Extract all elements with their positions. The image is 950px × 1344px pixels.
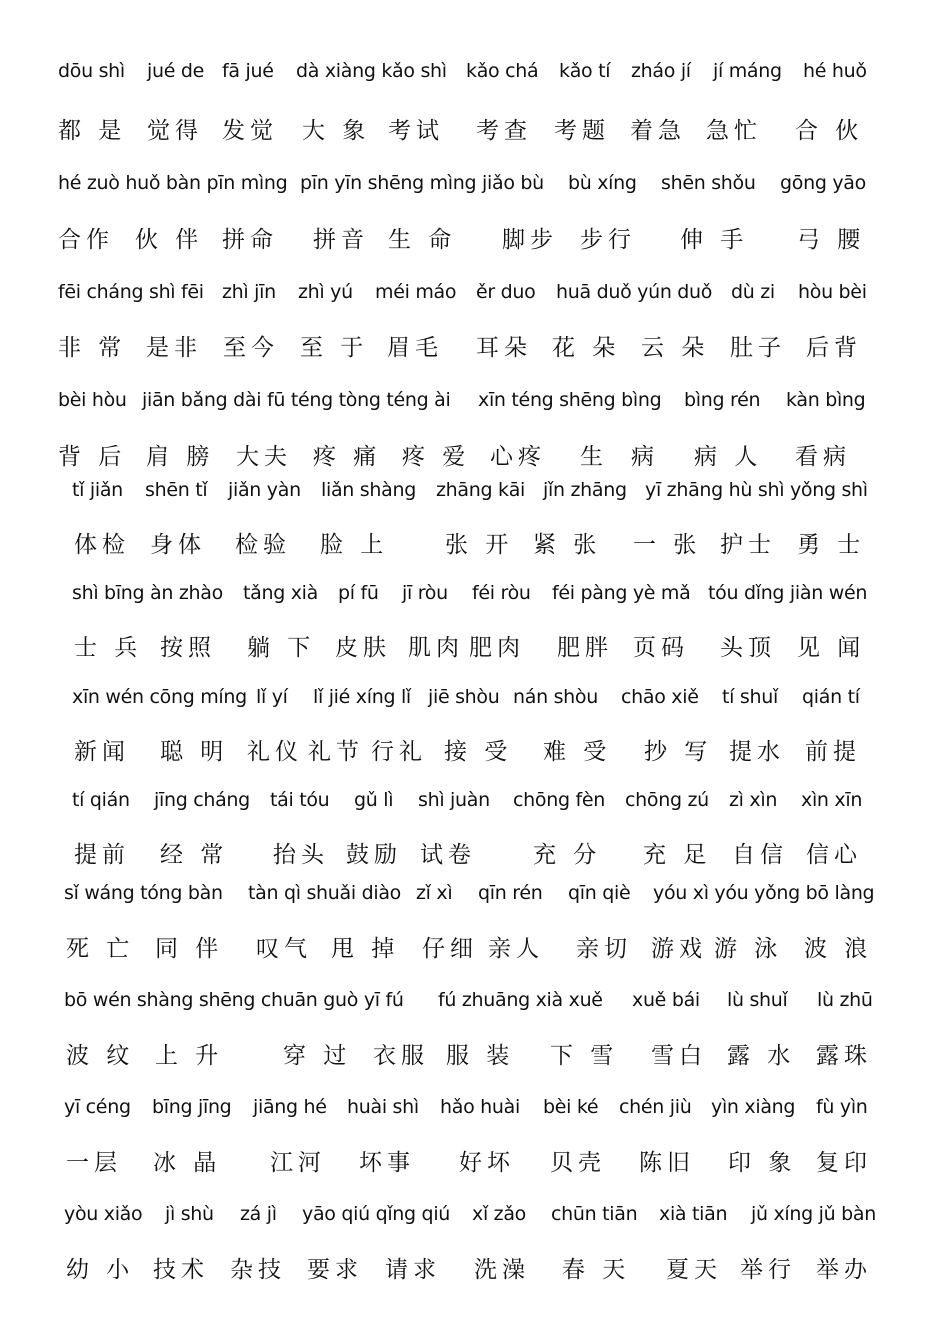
pinyin-word: bìng rén — [684, 389, 761, 411]
hanzi-word: 疼 爱 — [402, 444, 471, 470]
hanzi-word: 躺 下 — [247, 635, 316, 661]
hanzi-word: 坏事 — [359, 1150, 415, 1176]
hanzi-word: 游戏 — [651, 936, 707, 962]
hanzi-word: 觉得 — [147, 118, 203, 144]
hanzi-word: 抬头 — [273, 842, 329, 868]
pinyin-word: jī ròu — [402, 582, 448, 604]
pinyin-word: shēn shǒu — [661, 172, 756, 194]
hanzi-word: 勇 士 — [797, 532, 866, 558]
hanzi-word: 疼 痛 — [313, 444, 382, 470]
hanzi-word: 自信 — [732, 842, 788, 868]
hanzi-word: 复印 — [816, 1150, 872, 1176]
hanzi-word: 肌肉 — [408, 635, 464, 661]
pinyin-word: pí fū — [338, 582, 379, 604]
hanzi-word: 鼓励 — [346, 842, 402, 868]
pinyin-word: hòu bèi — [798, 281, 867, 303]
hanzi-word: 合作 — [58, 227, 114, 253]
pinyin-word: yī céng — [64, 1096, 131, 1118]
hanzi-word: 下 雪 — [550, 1043, 619, 1069]
hanzi-word: 生 — [580, 444, 608, 470]
hanzi-word: 云 朵 — [641, 335, 710, 361]
hanzi-word: 按照 — [160, 635, 216, 661]
hanzi-word: 皮肤 — [335, 635, 391, 661]
hanzi-word: 举办 — [816, 1257, 872, 1283]
hanzi-word: 夏天 — [666, 1257, 722, 1283]
pinyin-word: zá jì — [240, 1203, 277, 1225]
pinyin-word: bèi hòu — [58, 389, 127, 411]
pinyin-word: chōng fèn — [513, 789, 605, 811]
hanzi-word: 充 分 — [533, 842, 602, 868]
hanzi-word: 背 后 — [58, 444, 127, 470]
hanzi-word: 死 亡 — [66, 936, 135, 962]
pinyin-word: jiǎn yàn — [228, 479, 301, 501]
pinyin-word: chūn tiān — [551, 1203, 638, 1225]
hanzi-word: 露珠 — [816, 1043, 872, 1069]
pinyin-word: tǐ jiǎn — [72, 479, 123, 501]
pinyin-word: zhì yú — [298, 281, 353, 303]
hanzi-word: 波 浪 — [804, 936, 873, 962]
hanzi-word: 穿 过 — [283, 1043, 352, 1069]
hanzi-word: 肥胖 — [557, 635, 613, 661]
hanzi-word: 着急 — [630, 118, 686, 144]
hanzi-word: 都 是 — [58, 118, 127, 144]
pinyin-word: tóu dǐng jiàn wén — [708, 582, 868, 604]
pinyin-word: kǎo chá — [466, 60, 539, 82]
hanzi-word: 考查 — [476, 118, 532, 144]
pinyin-word: fēi cháng shì fēi — [58, 281, 204, 303]
pinyin-word: dà xiàng kǎo shì — [296, 60, 447, 82]
hanzi-word: 难 受 — [543, 739, 612, 765]
hanzi-word: 后背 — [806, 335, 862, 361]
pinyin-word: bèi ké — [543, 1096, 599, 1118]
hanzi-word: 亲人 — [488, 936, 544, 962]
hanzi-word: 抄 写 — [644, 739, 713, 765]
pinyin-word: bù xíng — [568, 172, 637, 194]
pinyin-word: zhāng kāi — [436, 479, 526, 501]
pinyin-word: jǔ xíng jǔ bàn — [751, 1203, 876, 1225]
hanzi-word: 士 兵 — [74, 635, 143, 661]
pinyin-word: jì shù — [165, 1203, 214, 1225]
hanzi-word: 至 于 — [300, 335, 369, 361]
pinyin-word: gōng yāo — [780, 172, 866, 194]
hanzi-word: 身体 — [150, 532, 206, 558]
hanzi-word: 要求 — [307, 1257, 363, 1283]
hanzi-word: 仔细 — [422, 936, 478, 962]
hanzi-word: 洗澡 — [474, 1257, 530, 1283]
pinyin-word: yìn xiàng — [711, 1096, 796, 1118]
hanzi-word: 聪 明 — [160, 739, 229, 765]
pinyin-word: nán shòu — [513, 686, 598, 708]
hanzi-word: 技术 — [153, 1257, 209, 1283]
hanzi-word: 肩 膀 — [146, 444, 215, 470]
hanzi-word: 护士 — [720, 532, 776, 558]
pinyin-word: ěr duo — [476, 281, 536, 303]
hanzi-word: 叹气 — [256, 936, 312, 962]
hanzi-word: 肚子 — [730, 335, 786, 361]
hanzi-word: 大 象 — [302, 118, 371, 144]
hanzi-word: 耳朵 — [476, 335, 532, 361]
pinyin-word: zì xìn — [729, 789, 778, 811]
hanzi-word: 请求 — [385, 1257, 441, 1283]
pinyin-word: lù zhū — [817, 989, 873, 1011]
pinyin-word: chōng zú — [625, 789, 709, 811]
hanzi-word: 看病 — [795, 444, 851, 470]
pinyin-word: tí shuǐ — [722, 686, 778, 708]
pinyin-word: gǔ lì — [354, 789, 394, 811]
hanzi-word: 江河 — [270, 1150, 326, 1176]
pinyin-word: xǐ zǎo — [472, 1203, 527, 1225]
hanzi-word: 礼节 — [308, 739, 364, 765]
pinyin-word: jué de — [147, 60, 204, 82]
hanzi-word: 体检 — [74, 532, 130, 558]
pinyin-word: shì juàn — [418, 789, 490, 811]
pinyin-word: liǎn shàng — [321, 479, 416, 501]
hanzi-word: 病 人 — [694, 444, 763, 470]
pinyin-word: qīn rén — [478, 882, 543, 904]
hanzi-word: 波 纹 — [66, 1043, 135, 1069]
hanzi-word: 脸 上 — [320, 532, 389, 558]
pinyin-word: jǐn zhāng — [543, 479, 627, 501]
pinyin-word: xīn wén cōng míng — [72, 686, 247, 708]
pinyin-word: kǎo tí — [559, 60, 611, 82]
hanzi-word: 服 装 — [446, 1043, 515, 1069]
hanzi-word: 礼仪 — [247, 739, 303, 765]
pinyin-word: bīng jīng — [152, 1096, 232, 1118]
hanzi-word: 生 命 — [388, 227, 457, 253]
hanzi-word: 伸 手 — [680, 227, 749, 253]
pinyin-word: fā jué — [222, 60, 274, 82]
hanzi-word: 病 — [631, 444, 659, 470]
pinyin-word: zhì jīn — [222, 281, 276, 303]
pinyin-word: féi pàng yè mǎ — [552, 582, 691, 604]
hanzi-word: 拼音 — [313, 227, 369, 253]
hanzi-word: 举行 — [740, 1257, 796, 1283]
hanzi-word: 紧 张 — [533, 532, 602, 558]
hanzi-word: 陈旧 — [639, 1150, 695, 1176]
pinyin-word: jiē shòu — [428, 686, 500, 708]
hanzi-word: 检验 — [235, 532, 291, 558]
hanzi-word: 亲切 — [576, 936, 632, 962]
pinyin-word: chén jiù — [619, 1096, 692, 1118]
hanzi-word: 考试 — [388, 118, 444, 144]
hanzi-word: 好坏 — [459, 1150, 515, 1176]
hanzi-word: 露 水 — [727, 1043, 796, 1069]
hanzi-word: 急忙 — [706, 118, 762, 144]
hanzi-word: 页码 — [633, 635, 689, 661]
pinyin-word: yóu xì yóu yǒng bō làng — [653, 882, 875, 904]
hanzi-word: 一 张 — [633, 532, 702, 558]
pinyin-word: tàn qì shuǎi diào — [248, 882, 402, 904]
pinyin-word: zǐ xì — [416, 882, 453, 904]
hanzi-word: 同 伴 — [155, 936, 224, 962]
hanzi-word: 幼 小 — [66, 1257, 135, 1283]
hanzi-word: 弓 腰 — [797, 227, 866, 253]
pinyin-word: féi ròu — [472, 582, 531, 604]
pinyin-word: xìn xīn — [801, 789, 863, 811]
pinyin-word: dōu shì — [58, 60, 125, 82]
pinyin-word: yāo qiú qǐng qiú — [302, 1203, 451, 1225]
pinyin-word: kàn bìng — [786, 389, 866, 411]
hanzi-word: 非 常 — [58, 335, 127, 361]
hanzi-word: 新闻 — [74, 739, 130, 765]
pinyin-word: qián tí — [802, 686, 860, 708]
hanzi-word: 上 升 — [155, 1043, 224, 1069]
hanzi-word: 拼命 — [222, 227, 278, 253]
hanzi-word: 春 天 — [562, 1257, 631, 1283]
pinyin-word: chāo xiě — [621, 686, 699, 708]
pinyin-word: tí qián — [72, 789, 130, 811]
pinyin-word: dù zi — [731, 281, 775, 303]
pinyin-word: yòu xiǎo — [64, 1203, 143, 1225]
hanzi-word: 提前 — [74, 842, 130, 868]
hanzi-word: 至今 — [223, 335, 279, 361]
pinyin-word: xià tiān — [659, 1203, 728, 1225]
pinyin-word: jí máng — [713, 60, 782, 82]
pinyin-word: xuě bái — [632, 989, 700, 1011]
hanzi-word: 印 象 — [728, 1150, 797, 1176]
hanzi-word: 伙 伴 — [135, 227, 204, 253]
pinyin-word: hé huǒ — [803, 60, 867, 82]
pinyin-word: jiāng hé — [253, 1096, 327, 1118]
hanzi-word: 头顶 — [720, 635, 776, 661]
hanzi-word: 充 足 — [643, 842, 712, 868]
hanzi-word: 游 泳 — [714, 936, 783, 962]
hanzi-word: 信心 — [806, 842, 862, 868]
hanzi-word: 贝壳 — [550, 1150, 606, 1176]
pinyin-word: shēn tǐ — [145, 479, 208, 501]
hanzi-word: 发觉 — [222, 118, 278, 144]
hanzi-word: 心疼 — [490, 444, 546, 470]
pinyin-word: jiān bǎng dài fū téng tòng téng ài — [142, 389, 451, 411]
pinyin-word: hé zuò huǒ bàn pīn mìng — [58, 172, 288, 194]
hanzi-word: 试卷 — [420, 842, 476, 868]
hanzi-word: 接 受 — [444, 739, 513, 765]
hanzi-word: 冰 晶 — [153, 1150, 222, 1176]
hanzi-word: 大夫 — [236, 444, 292, 470]
pinyin-word: qīn qiè — [568, 882, 631, 904]
pinyin-word: fù yìn — [816, 1096, 868, 1118]
pinyin-word: fú zhuāng xià xuě — [438, 989, 603, 1011]
pinyin-word: pīn yīn shēng mìng jiǎo bù — [300, 172, 544, 194]
hanzi-word: 步行 — [580, 227, 636, 253]
pinyin-word: tái tóu — [270, 789, 330, 811]
hanzi-word: 提水 — [729, 739, 785, 765]
pinyin-word: tǎng xià — [243, 582, 319, 604]
hanzi-word: 前提 — [805, 739, 861, 765]
hanzi-word: 合 伙 — [795, 118, 864, 144]
hanzi-word: 脚步 — [502, 227, 558, 253]
hanzi-word: 见 闻 — [797, 635, 866, 661]
pinyin-word: yī zhāng hù shì yǒng shì — [645, 479, 868, 501]
pinyin-word: hǎo huài — [440, 1096, 520, 1118]
hanzi-word: 肥肉 — [469, 635, 525, 661]
hanzi-word: 甩 掉 — [331, 936, 400, 962]
pinyin-word: sǐ wáng tóng bàn — [64, 882, 223, 904]
hanzi-word: 行礼 — [371, 739, 427, 765]
pinyin-word: lù shuǐ — [727, 989, 788, 1011]
pinyin-word: shì bīng àn zhào — [72, 582, 223, 604]
pinyin-word: huài shì — [347, 1096, 419, 1118]
hanzi-word: 考题 — [554, 118, 610, 144]
hanzi-word: 雪白 — [651, 1043, 707, 1069]
pinyin-word: lǐ jié xíng lǐ — [313, 686, 411, 708]
hanzi-word: 经 常 — [160, 842, 229, 868]
hanzi-word: 一层 — [66, 1150, 122, 1176]
pinyin-word: lǐ yí — [256, 686, 288, 708]
pinyin-word: bō wén shàng shēng chuān guò yī fú — [64, 989, 404, 1011]
pinyin-word: xīn téng shēng bìng — [478, 389, 662, 411]
hanzi-word: 衣服 — [373, 1043, 429, 1069]
hanzi-word: 张 开 — [445, 532, 514, 558]
hanzi-word: 杂技 — [230, 1257, 286, 1283]
pinyin-word: méi máo — [375, 281, 457, 303]
hanzi-word: 花 朵 — [552, 335, 621, 361]
hanzi-word: 眉毛 — [387, 335, 443, 361]
hanzi-word: 是非 — [146, 335, 202, 361]
pinyin-word: huā duǒ yún duǒ — [556, 281, 713, 303]
pinyin-word: jīng cháng — [154, 789, 250, 811]
pinyin-word: zháo jí — [631, 60, 691, 82]
